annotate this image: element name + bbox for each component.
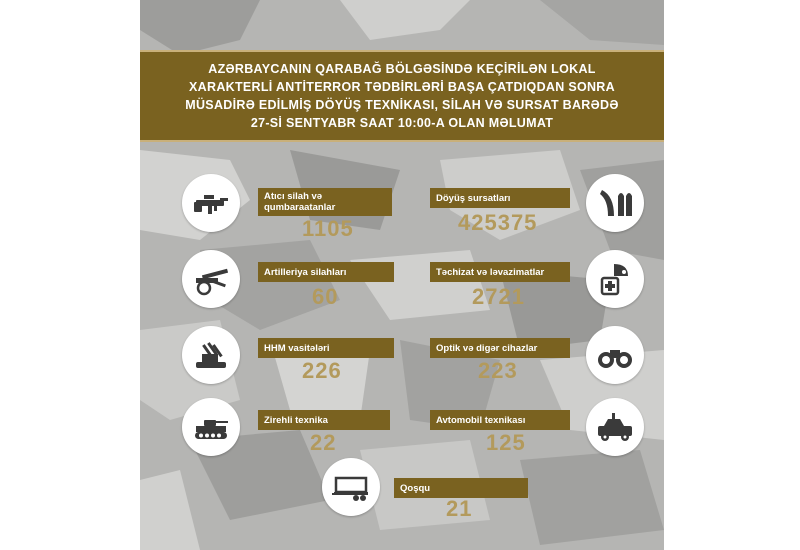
title-banner <box>140 50 664 142</box>
value-armored: 22 <box>310 430 337 455</box>
label-supplies: Təchizat və ləvazimatlar <box>430 262 570 282</box>
tank-icon <box>182 398 240 456</box>
label-small-arms: Atıcı silah və qumbaraatanlar <box>258 188 392 216</box>
value-ammunition: 425375 <box>458 210 538 235</box>
label-air-defense: HHM vasitələri <box>258 338 394 358</box>
page-title: AZƏRBAYCANIN QARABAĞ BÖLGƏSİNDƏ KEÇİRİLƏN LOKAL XARAKTERLİ ANTİTERROR TƏDBİRLƏRİ BAŞA ÇATDIQDAN SONRA MÜSADİRƏ EDİLMİŞ DÖYÜŞ TEXNİKASI, SİLAH VƏ SURSAT BARƏDƏ 27-Sİ SENTYABR SAAT 10:00-A OLAN MƏLUMAT <box>185 62 619 130</box>
value-air-defense: 226 <box>302 358 342 383</box>
value-artillery: 60 <box>312 284 339 309</box>
value-vehicles: 125 <box>486 430 526 455</box>
air-defense-icon <box>182 326 240 384</box>
label-trailer: Qoşqu <box>394 478 528 498</box>
label-ammunition: Döyüş sursatları <box>430 188 570 208</box>
label-vehicles: Avtomobil texnikası <box>430 410 570 430</box>
military-vehicle-icon <box>586 398 644 456</box>
value-trailer: 21 <box>446 496 473 521</box>
value-small-arms: 1105 <box>302 216 354 241</box>
trailer-icon <box>322 458 380 516</box>
rifle-icon <box>182 174 240 232</box>
equipment-icon <box>586 250 644 308</box>
infographic-poster <box>140 0 664 550</box>
label-artillery: Artilleriya silahları <box>258 262 394 282</box>
binoculars-icon <box>586 326 644 384</box>
value-supplies: 2721 <box>472 284 525 309</box>
label-armored: Zirehli texnika <box>258 410 390 430</box>
ammunition-icon <box>586 174 644 232</box>
label-optics: Optik və digər cihazlar <box>430 338 570 358</box>
value-optics: 223 <box>478 358 518 383</box>
artillery-icon <box>182 250 240 308</box>
